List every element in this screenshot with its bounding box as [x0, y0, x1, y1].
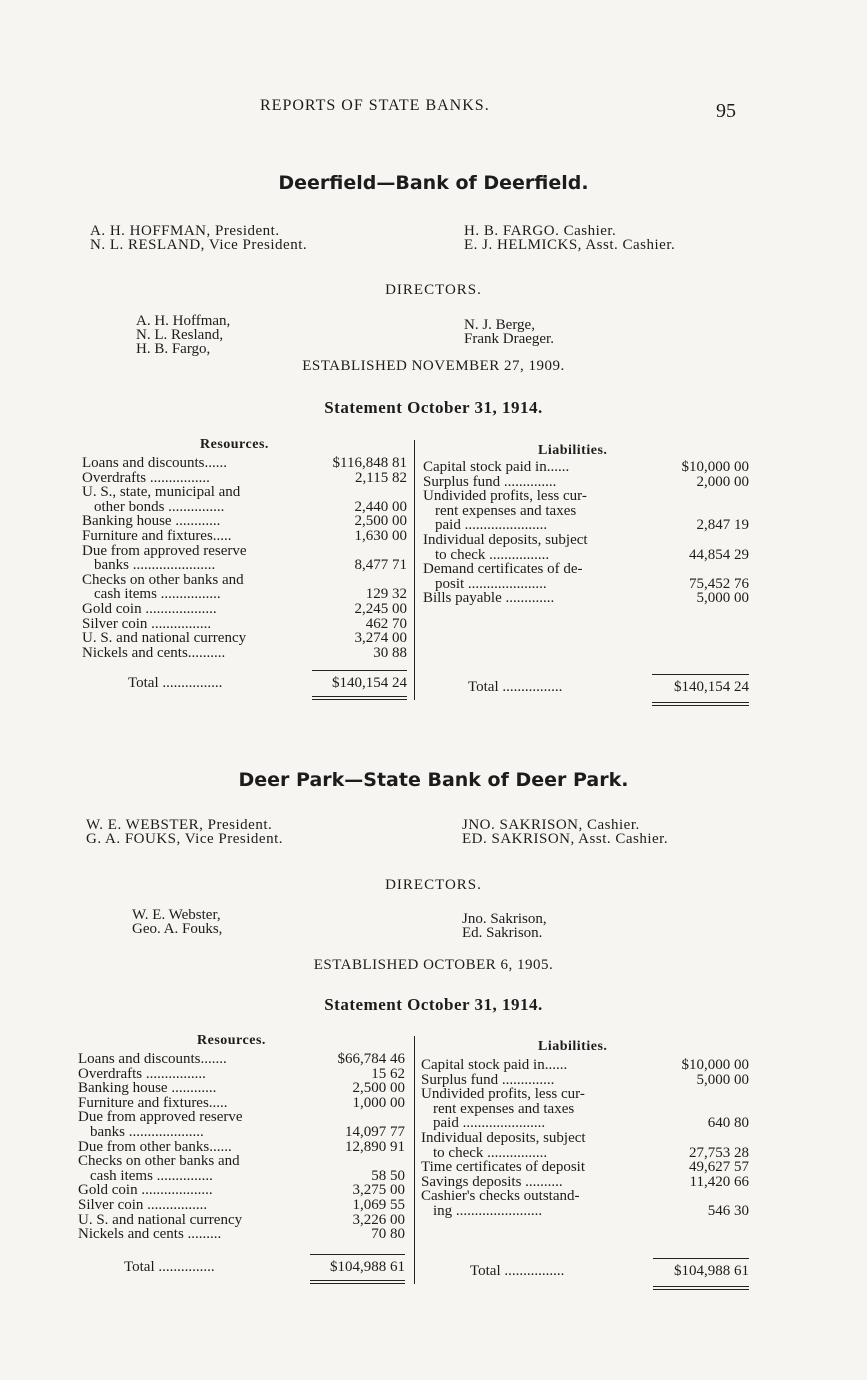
resource-item-label: Loans and discounts....... [78, 1051, 227, 1067]
liabilities-heading: Liabilities. [538, 443, 608, 458]
resource-item-amount: 3,275 00 [352, 1182, 405, 1199]
liabilities-heading: Liabilities. [538, 1039, 608, 1054]
double-rule [653, 1286, 749, 1287]
resource-item-label: U. S. and national currency [82, 630, 247, 647]
resource-item-label: Banking house ............ [78, 1080, 217, 1097]
resource-item-label: Banking house ............ [82, 513, 221, 530]
resource-item-label: Gold coin ................... [78, 1182, 213, 1199]
resources-heading: Resources. [197, 1033, 266, 1048]
resource-item-label: banks ...................... [94, 557, 216, 574]
resource-item-amount: 1,630 00 [354, 528, 407, 544]
resource-item-amount: 462 70 [365, 615, 407, 632]
liability-item-amount: 2,000 00 [696, 473, 749, 490]
resource-item-label: banks .................... [90, 1124, 204, 1140]
column-divider [414, 440, 415, 700]
liability-item-label: ing ....................... [433, 1203, 543, 1219]
director-name: N. L. Resland, [136, 327, 224, 343]
total-label-resources: Total ............... [124, 1259, 215, 1275]
officer-left: W. E. WEBSTER, President. [86, 817, 273, 833]
page-number: 95 [716, 100, 736, 122]
resource-item-amount: 2,115 82 [355, 469, 407, 486]
resources-heading: Resources. [200, 437, 269, 452]
resource-item-label: Furniture and fixtures..... [78, 1094, 228, 1111]
resource-item-amount: 8,477 71 [354, 557, 407, 574]
resource-item-label: U. S. and national currency [78, 1211, 243, 1228]
resource-item-label: cash items ............... [90, 1167, 213, 1184]
resource-item-amount: 30 88 [373, 644, 407, 661]
resource-item-label: Nickels and cents.......... [82, 644, 226, 661]
resource-item-label: Due from approved reserve [78, 1109, 243, 1126]
liability-item-label: Demand certificates of de- [423, 561, 583, 578]
established-date: ESTABLISHED NOVEMBER 27, 1909. [302, 358, 565, 374]
director-name: Geo. A. Fouks, [132, 921, 223, 937]
directors-heading: DIRECTORS. [385, 877, 482, 893]
liability-item-amount: 2,847 19 [696, 517, 749, 534]
resource-item-label: Overdrafts ................ [82, 469, 210, 486]
resource-item-label: Silver coin ................ [82, 615, 212, 632]
directors-heading: DIRECTORS. [385, 282, 482, 298]
resource-item-amount: 2,500 00 [354, 513, 407, 530]
resource-item-label: U. S., state, municipal and [82, 484, 241, 501]
liability-item-label: Capital stock paid in...... [423, 459, 570, 475]
liability-item-amount: 11,420 66 [689, 1173, 749, 1190]
liability-item-label: Individual deposits, subject [423, 532, 588, 548]
resource-item-amount: $116,848 81 [332, 455, 407, 471]
double-rule [652, 705, 749, 706]
liability-item-amount: 640 80 [707, 1115, 749, 1132]
total-resources: $140,154 24 [332, 675, 407, 691]
resource-item-amount: 2,440 00 [354, 498, 407, 515]
liability-item-amount: 44,854 29 [689, 546, 749, 563]
total-rule [652, 674, 749, 675]
resource-item-label: Loans and discounts...... [82, 455, 227, 471]
director-name: A. H. Hoffman, [136, 313, 231, 329]
running-title: REPORTS OF STATE BANKS. [260, 97, 490, 114]
officer-left: A. H. HOFFMAN, President. [90, 223, 280, 239]
liability-item-amount: $10,000 00 [681, 1057, 749, 1073]
resource-item-amount: 129 32 [365, 586, 407, 603]
liability-item-label: to check ................ [433, 1144, 548, 1161]
liability-item-label: to check ................ [435, 546, 550, 563]
officer-right: JNO. SAKRISON, Cashier. [462, 817, 640, 833]
director-name: H. B. Fargo, [136, 341, 211, 357]
liability-item-label: Bills payable ............. [423, 590, 555, 607]
director-name: Jno. Sakrison, [462, 911, 547, 927]
double-rule [653, 1289, 749, 1290]
bank-title: Deerfield—Bank of Deerfield. [278, 172, 589, 194]
double-rule [310, 1283, 405, 1284]
liability-item-amount: 5,000 00 [696, 590, 749, 607]
resource-item-label: Silver coin ................ [78, 1197, 208, 1213]
liability-item-amount: $10,000 00 [681, 459, 749, 475]
double-rule [312, 696, 407, 697]
total-liabilities: $104,988 61 [674, 1263, 749, 1279]
director-name: W. E. Webster, [132, 907, 221, 923]
resource-item-amount: 1,069 55 [352, 1197, 405, 1213]
liability-item-label: Individual deposits, subject [421, 1130, 586, 1146]
double-rule [310, 1280, 405, 1281]
liability-item-amount: 27,753 28 [689, 1144, 749, 1161]
liability-item-amount: 546 30 [707, 1203, 749, 1219]
liability-item-label: Surplus fund .............. [421, 1071, 555, 1088]
total-liabilities: $140,154 24 [674, 679, 749, 695]
resource-item-label: Gold coin ................... [82, 601, 217, 617]
resource-item-label: Due from approved reserve [82, 542, 247, 559]
officer-left: G. A. FOUKS, Vice President. [86, 831, 283, 847]
resource-item-amount: 3,226 00 [352, 1211, 405, 1228]
resource-item-amount: 2,245 00 [354, 601, 407, 617]
liability-item-label: paid ...................... [433, 1115, 546, 1132]
officer-right: E. J. HELMICKS, Asst. Cashier. [464, 237, 676, 253]
resource-item-amount: $66,784 46 [337, 1051, 405, 1067]
resource-item-label: Checks on other banks and [78, 1153, 240, 1170]
resource-item-label: other bonds ............... [94, 498, 225, 515]
resource-item-label: cash items ................ [94, 586, 221, 603]
bank-title: Deer Park—State Bank of Deer Park. [238, 769, 629, 791]
liability-item-label: Cashier's checks outstand- [421, 1188, 580, 1205]
column-divider [414, 1036, 415, 1284]
resource-item-amount: 3,274 00 [354, 630, 407, 647]
liability-item-amount: 5,000 00 [696, 1071, 749, 1088]
total-rule [653, 1258, 749, 1259]
resource-item-amount: 70 80 [371, 1226, 405, 1243]
liability-item-label: Undivided profits, less cur- [423, 488, 587, 505]
liability-item-label: rent expenses and taxes [433, 1100, 575, 1117]
officer-left: N. L. RESLAND, Vice President. [90, 237, 308, 253]
resource-item-amount: 12,890 91 [345, 1138, 405, 1155]
resource-item-amount: 14,097 77 [345, 1124, 405, 1140]
resource-item-amount: 1,000 00 [352, 1094, 405, 1111]
total-label-liabilities: Total ................ [470, 1263, 565, 1279]
liability-item-amount: 75,452 76 [689, 575, 749, 592]
liability-item-label: Undivided profits, less cur- [421, 1086, 585, 1103]
resource-item-label: Due from other banks...... [78, 1138, 232, 1155]
resource-item-label: Overdrafts ................ [78, 1065, 206, 1082]
statement-heading: Statement October 31, 1914. [324, 995, 543, 1014]
liability-item-label: Time certificates of deposit [421, 1159, 585, 1176]
officer-right: H. B. FARGO. Cashier. [464, 223, 617, 239]
director-name: N. J. Berge, [464, 317, 535, 333]
liability-item-label: Capital stock paid in...... [421, 1057, 568, 1073]
total-label-resources: Total ................ [128, 675, 223, 691]
total-rule [310, 1254, 405, 1255]
liability-item-label: Surplus fund .............. [423, 473, 557, 490]
statement-heading: Statement October 31, 1914. [324, 398, 543, 417]
total-resources: $104,988 61 [330, 1259, 405, 1275]
resource-item-amount: 15 62 [371, 1065, 405, 1082]
director-name: Ed. Sakrison. [462, 925, 543, 941]
liability-item-amount: 49,627 57 [689, 1159, 749, 1176]
resource-item-label: Nickels and cents ......... [78, 1226, 222, 1243]
liability-item-label: rent expenses and taxes [435, 502, 577, 519]
total-label-liabilities: Total ................ [468, 679, 563, 695]
officer-right: ED. SAKRISON, Asst. Cashier. [462, 831, 669, 847]
double-rule [652, 702, 749, 703]
double-rule [312, 699, 407, 700]
liability-item-label: Savings deposits .......... [421, 1173, 563, 1190]
resource-item-label: Checks on other banks and [82, 571, 244, 588]
director-name: Frank Draeger. [464, 331, 554, 347]
liability-item-label: paid ...................... [435, 517, 548, 534]
resource-item-label: Furniture and fixtures..... [82, 528, 232, 544]
established-date: ESTABLISHED OCTOBER 6, 1905. [313, 957, 554, 973]
liability-item-label: posit ..................... [435, 575, 547, 592]
resource-item-amount: 2,500 00 [352, 1080, 405, 1097]
total-rule [312, 670, 407, 671]
resource-item-amount: 58 50 [371, 1167, 405, 1184]
